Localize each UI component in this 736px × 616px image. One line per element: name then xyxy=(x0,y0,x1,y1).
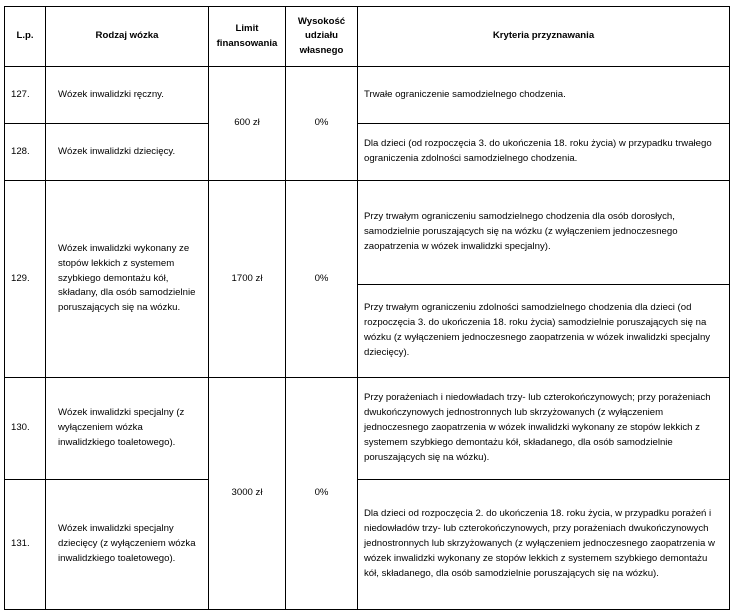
row-lp: 128. xyxy=(5,124,46,181)
row-type: Wózek inwalidzki specjalny (z wyłączeniem wózka inwalidzkiego toaletowego). xyxy=(46,378,209,480)
row-criteria: Przy trwałym ograniczeniu samodzielnego chodzenia dla osób dorosłych, samodzielnie poruszających się na wózku (z wyłączeniem jednoczesnego zaopatrzenia w wózek inwalidzki specjalny). xyxy=(358,181,730,285)
row-type: Wózek inwalidzki ręczny. xyxy=(46,67,209,124)
row-type: Wózek inwalidzki specjalny dziecięcy (z wyłączeniem wózka inwalidzkiego toaletowego). xyxy=(46,480,209,610)
header-criteria: Kryteria przyznawania xyxy=(358,7,730,67)
table-row xyxy=(5,67,730,124)
table-row xyxy=(5,181,730,285)
header-limit-line1: Limit xyxy=(235,23,259,35)
header-share-line3: własnego xyxy=(299,44,344,56)
header-share-line1: Wysokość xyxy=(297,15,346,27)
row-lp: 129. xyxy=(5,181,46,378)
table-row xyxy=(5,378,730,480)
group-share: 0% xyxy=(286,67,358,181)
header-limit-line2: finansowania xyxy=(216,37,278,49)
group-share: 0% xyxy=(286,181,358,378)
header-type: Rodzaj wózka xyxy=(46,7,209,67)
header-share xyxy=(286,7,358,67)
row-criteria: Przy porażeniach i niedowładach trzy- lub czterokończynowych; przy porażeniach dwukończynowych jednostronnych lub skrzyżowanych (z wyłączeniem jednoczesnego zaopatrzenia w wózek inwalidzki wykonany ze stopów lekkich z systemem szybkiego demontażu kół, składanego, dla osób samodzielnie poruszających się na wózku). xyxy=(358,378,730,480)
header-lp: L.p. xyxy=(5,7,46,67)
group-limit: 600 zł xyxy=(209,67,286,181)
table-row xyxy=(5,124,730,181)
row-criteria: Dla dzieci (od rozpoczęcia 3. do ukończenia 18. roku życia) w przypadku trwałego ograniczenia zdolności samodzielnego chodzenia. xyxy=(358,124,730,181)
group-limit: 1700 zł xyxy=(209,181,286,378)
row-criteria: Przy trwałym ograniczeniu zdolności samodzielnego chodzenia dla dzieci (od rozpoczęcia 3. do ukończenia 18. roku życia) samodzielnie poruszających się na wózku (z wyłączeniem jednoczesnego zaopatrzenia w wózek inwalidzki specjalny dziecięcy). xyxy=(358,285,730,378)
row-type: Wózek inwalidzki wykonany ze stopów lekkich z systemem szybkiego demontażu kół, składany, dla osób samodzielnie poruszających się na wózku. xyxy=(46,181,209,378)
table-row xyxy=(5,480,730,610)
header-limit xyxy=(209,7,286,67)
row-lp: 130. xyxy=(5,378,46,480)
table-header-row xyxy=(5,7,730,67)
row-lp: 127. xyxy=(5,67,46,124)
wheelchair-criteria-table xyxy=(4,6,730,610)
group-share: 0% xyxy=(286,378,358,610)
group-limit: 3000 zł xyxy=(209,378,286,610)
row-criteria: Trwałe ograniczenie samodzielnego chodzenia. xyxy=(358,67,730,124)
row-lp: 131. xyxy=(5,480,46,610)
row-criteria: Dla dzieci od rozpoczęcia 2. do ukończenia 18. roku życia, w przypadku porażeń i niedowładów trzy- lub czterokończynowych, przy porażeniach dwukończynowych jednostronnych lub skrzyżowanych (z wyłączeniem jednoczesnego zaopatrzenia w wózek inwalidzki wykonany ze stopów lekkich z systemem szybkiego demontażu kół, składanego, dla osób samodzielnie poruszających się na wózku). xyxy=(358,480,730,610)
header-share-line2: udziału xyxy=(304,30,339,42)
row-type: Wózek inwalidzki dziecięcy. xyxy=(46,124,209,181)
